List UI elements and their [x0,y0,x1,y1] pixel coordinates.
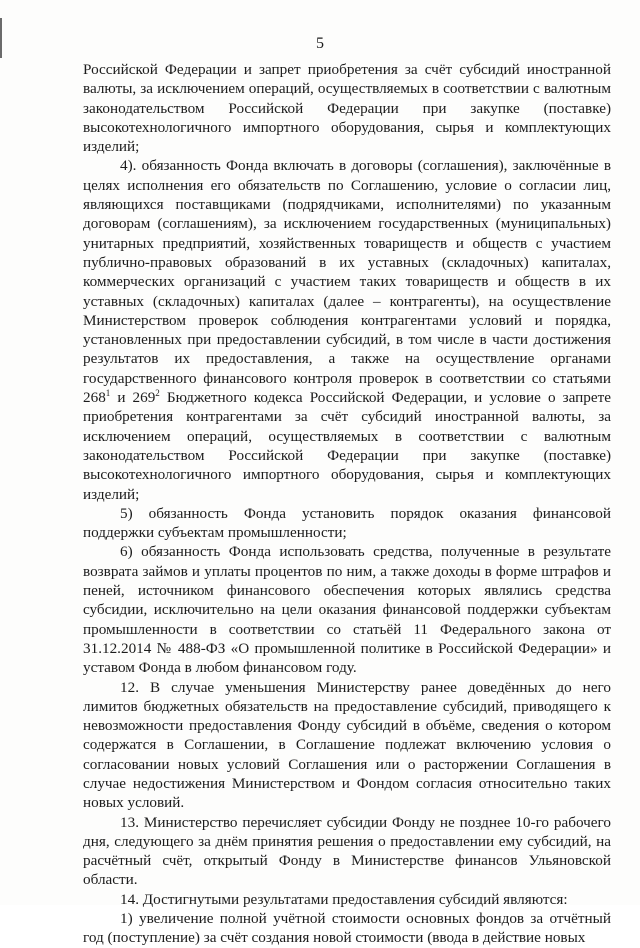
paragraph-continuation: Российской Федерации и запрет приобретения за счёт субсидий иностранной валюты, за исключением операций, осуществляемых в соответствии с валютным законодательством Российской Федерации при закупке (поставке) высокотехнологичного импортного оборудования, сырья и комплектующих изделий; [83,61,611,156]
paragraph-item-4-text-b: и 269 [110,389,156,407]
paragraph-clause-12: 12. В случае уменьшения Министерству ранее доведённых до него лимитов бюджетных обязательств на предоставление субсидий, приводящего к невозможности предоставления Фонду субсидий в объёме, сведения о котором содержатся в Соглашении, в Соглашение подлежат включению условия о согласовании новых условий Соглашения или о расторжении Соглашения в случае недостижения Министерством и Фондом согласия относительно таких новых условий. [83,678,611,812]
paragraph-item-4 [83,156,611,503]
paragraph-item-6: 6) обязанность Фонда использовать средства, полученные в результате возврата займов и уплаты процентов по ним, а также доходы в форме штрафов и пеней, источником финансового обеспечения которых являлись средства субсидии, исключительно на цели оказания финансовой поддержки субъектам промышленности в соответствии со статьёй 11 Федерального закона от 31.12.2014 № 488-ФЗ «О промышленной политике в Российской Федерации» и уставом Фонда в любом финансовом году. [83,543,611,677]
paragraph-item-4-text-a: 4). обязанность Фонда включать в договоры (соглашения), заключённые в целях исполнения его обязательств по Соглашению, условие о согласии лиц, являющихся поставщиками (подрядчиками, исполнителями) по указанным договорам (соглашениям), за исключением государственных (муниципальных) унитарных предприятий, хозяйственных товариществ и обществ с участием публично-правовых образований в их уставных (складочных) капиталах, коммерческих организаций с участием таких товариществ и обществ в их уставных (складочных) капиталах (далее – контрагенты), на осуществление Министерством проверок соблюдения контрагентами условий и порядка, установленных при предоставлении субсидий, в том числе в части достижения результатов их предоставления, а также на осуществление органами государственного финансового контроля проверок в соответствии со статьями 268 [83,157,611,407]
page-number: 5 [316,35,324,52]
paragraph-clause-13: 13. Министерство перечисляет субсидии Фонду не позднее 10-го рабочего дня, следующего за днём принятия решения о предоставлении ему субсидий, на расчётный счёт, открытый Фонду в Министерстве финансов Ульяновской области. [83,813,611,889]
paragraph-item-5: 5) обязанность Фонда установить порядок оказания финансовой поддержки субъектам промышленности; [83,504,611,542]
superscript-268: 1 [105,387,111,398]
paragraph-clause-14-item-1: 1) увеличение полной учётной стоимости основных фондов за отчётный год (поступление) за счёт создания новой стоимости (ввода в действие новых [83,910,611,947]
superscript-269: 2 [155,387,160,398]
paragraph-item-4-text-c: Бюджетного кодекса Российской Федерации, и условие о запрете приобретения контрагентами за счёт субсидий иностранной валюты, за исключением операций, осуществляемых в соответствии с валютным законодательством Российской Федерации при закупке (поставке) высокотехнологичного импортного оборудования, сырья и комплектующих изделий; [83,389,611,503]
document-body [83,60,611,948]
paragraph-clause-14: 14. Достигнутыми результатами предоставления субсидий являются: [120,890,568,908]
